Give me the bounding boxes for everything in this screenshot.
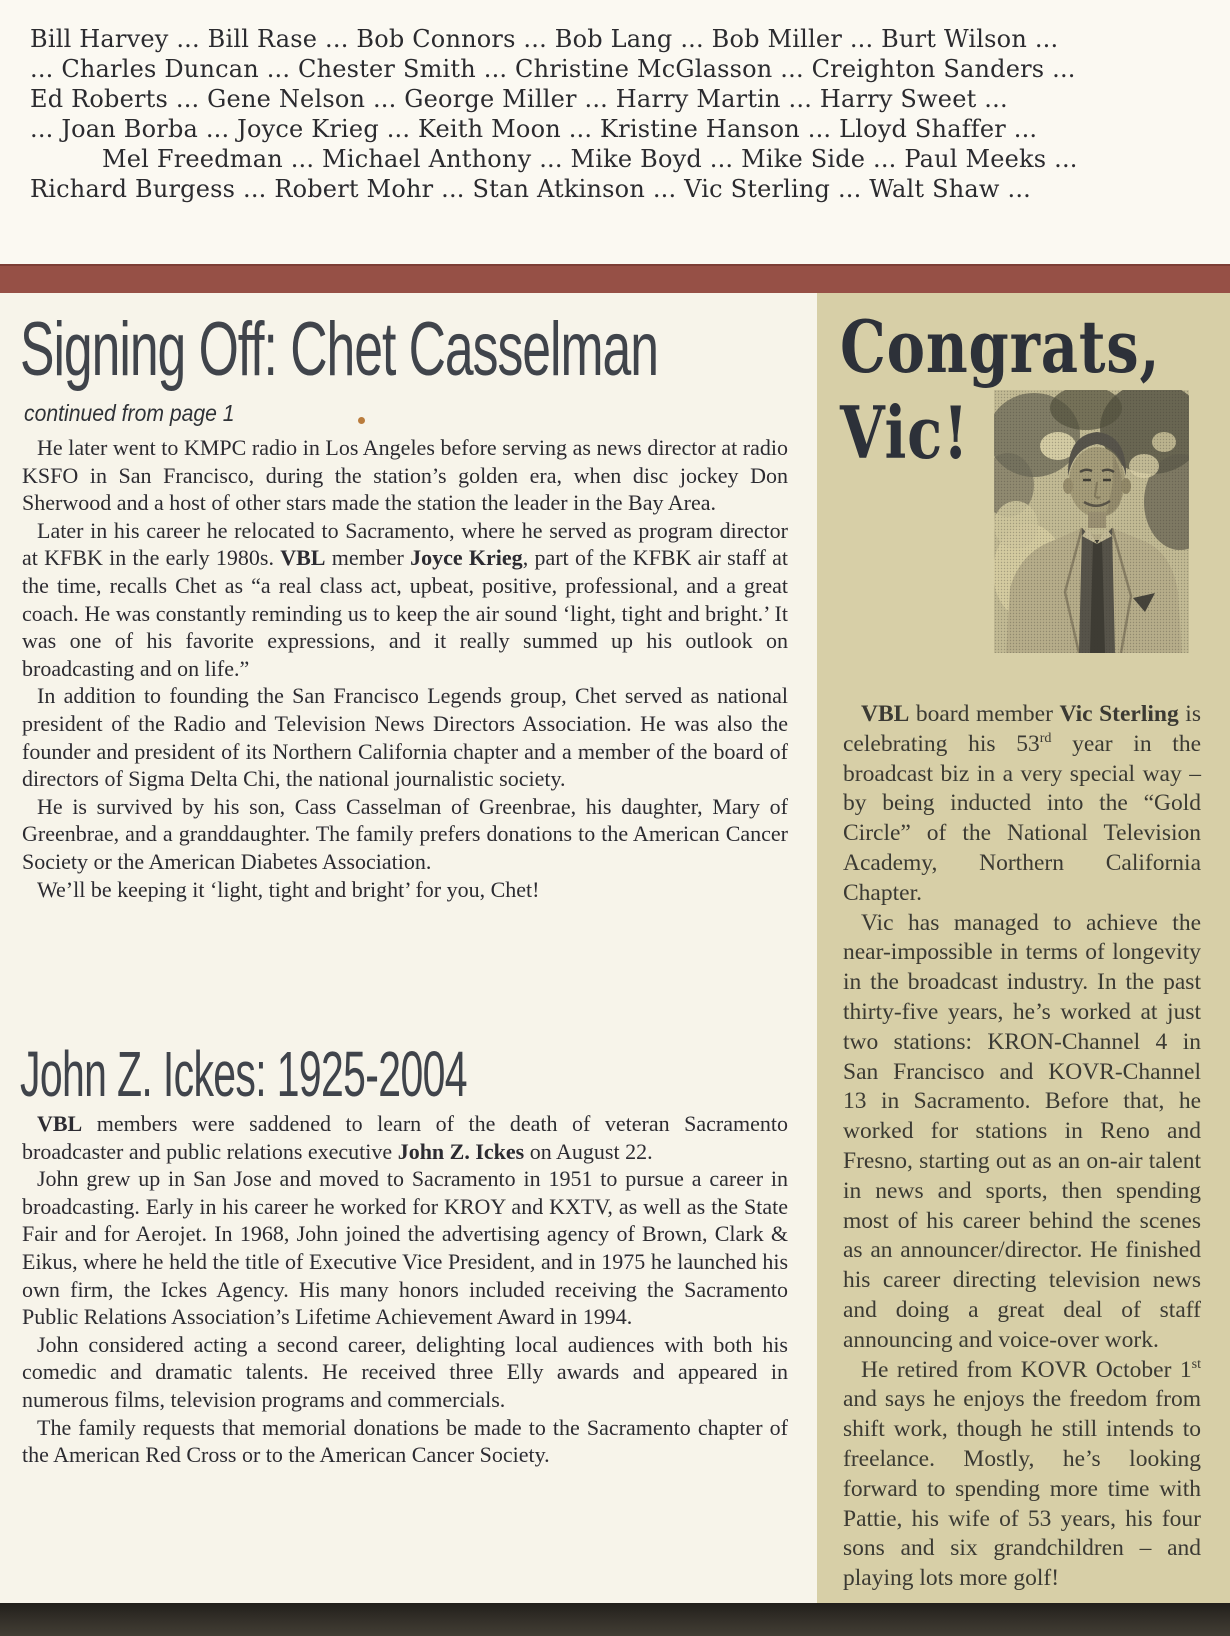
scan-artifact-dot xyxy=(358,417,365,424)
paragraph: We’ll be keeping it ‘light, tight and bright’ for you, Chet! xyxy=(37,876,540,902)
paragraph: Later in his career he relocated to Sacramento, where he served as program director at KFBK in the early 1980s. VBL member Joyce Krieg, part of the KFBK air staff at the time, recalls Chet as “a real class act, upbeat, positive, professional, and a great coach. He was constantly reminding us to keep the air sound ‘light, tight and bright.’ It was one of his favorite expressions, and it really summed up his outlook on broadcasting and on life.” xyxy=(22,517,788,681)
congrats-body xyxy=(843,700,1201,1594)
paragraph: Vic has managed to achieve the near-impossible in terms of longevity in the broadcast industry. In the past thirty-five years, he’s worked at just two stations: KRON-Channel 4 in San Francisco and KOVR-Channel 13 in Sacramento. Before that, he worked for stations in Reno and Fresno, starting out as an on-air talent in news and sports, then spending most of his career behind the scenes as an announcer/director. He finished his career directing television news and doing a great deal of staff announcing and voice-over work. xyxy=(843,909,1201,1353)
vic-sterling-photo xyxy=(994,390,1189,653)
masthead-line: Mel Freedman ... Michael Anthony ... Mike Boyd ... Mike Side ... Paul Meeks ... xyxy=(102,145,1078,173)
masthead-line: ... Charles Duncan ... Chester Smith ... Christine McGlasson ... Creighton Sanders ... xyxy=(30,55,1076,83)
paragraph: He retired from KOVR October 1st and says he enjoys the freedom from shift work, though he still intends to freelance. Mostly, he’s looking forward to spending more time with Pattie, his wife of 53 years, his four sons and six grandchildren – and playing lots more golf! xyxy=(843,1355,1201,1592)
masthead-line: Richard Burgess ... Robert Mohr ... Stan Atkinson ... Vic Sterling ... Walt Shaw ... xyxy=(30,175,1031,203)
top-divider-bar xyxy=(0,264,1230,293)
paragraph: John grew up in San Jose and moved to Sacramento in 1951 to pursue a career in broadcasting. Early in his career he worked for KROY and KXTV, as well as the State Fair and for Aerojet. In 1968, John joined the advertising agency of Brown, Clark & Eikus, where he held the title of Executive Vice President, and in 1975 he launched his own firm, the Ickes Agency. His many honors included receiving the Sacramento Public Relations Association’s Lifetime Achievement Award in 1994. xyxy=(22,1166,788,1330)
paragraph: John considered acting a second career, delighting local audiences with both his comedic and dramatic talents. He received three Elly awards and appeared in numerous films, television programs and commercials. xyxy=(22,1331,788,1412)
masthead-line: Ed Roberts ... Gene Nelson ... George Miller ... Harry Martin ... Harry Sweet ... xyxy=(30,85,1008,113)
article2-headline: John Z. Ickes: 1925-2004 xyxy=(20,1038,467,1110)
paragraph: He is survived by his son, Cass Casselman of Greenbrae, his daughter, Mary of Greenbrae, and a granddaughter. The family prefers donations to the American Cancer Society or the American Diabetes Association. xyxy=(22,793,788,874)
congrats-title-line2: Vic! xyxy=(840,390,970,475)
article2-body xyxy=(22,1110,788,1469)
congrats-title-line1: Congrats, xyxy=(840,304,1161,389)
masthead-line: ... Joan Borba ... Joyce Krieg ... Keith Moon ... Kristine Hanson ... Lloyd Shaffer ... xyxy=(30,115,1038,143)
paragraph: VBL members were saddened to learn of the death of veteran Sacramento broadcaster and public relations executive John Z. Ickes on August 22. xyxy=(22,1111,788,1164)
masthead-line: Bill Harvey ... Bill Rase ... Bob Connors ... Bob Lang ... Bob Miller ... Burt Wilson ... xyxy=(30,25,1059,53)
article1-body xyxy=(22,434,788,903)
paragraph: In addition to founding the San Francisco Legends group, Chet served as national president of the Radio and Television News Directors Association. He was also the founder and president of its Northern California chapter and a member of the board of directors of Sigma Delta Chi, the national journalistic society. xyxy=(22,683,788,792)
bottom-divider-bar xyxy=(0,1603,1230,1636)
masthead-name-list xyxy=(30,24,1210,204)
paragraph: The family requests that memorial donations be made to the Sacramento chapter of the American Red Cross or to the American Cancer Society. xyxy=(22,1414,788,1468)
article1-headline: Signing Off: Chet Casselman xyxy=(20,307,658,392)
paragraph: VBL board member Vic Sterling is celebrating his 53rd year in the broadcast biz in a very special way – by being inducted into the “Gold Circle” of the National Television Academy, Northern California Chapter. xyxy=(843,701,1201,906)
paragraph: He later went to KMPC radio in Los Angeles before serving as news director at radio KSFO in San Francisco, during the station’s golden era, when disc jockey Don Sherwood and a host of other stars made the station the leader in the Bay Area. xyxy=(22,435,788,516)
continued-from-note: continued from page 1 xyxy=(24,400,235,426)
